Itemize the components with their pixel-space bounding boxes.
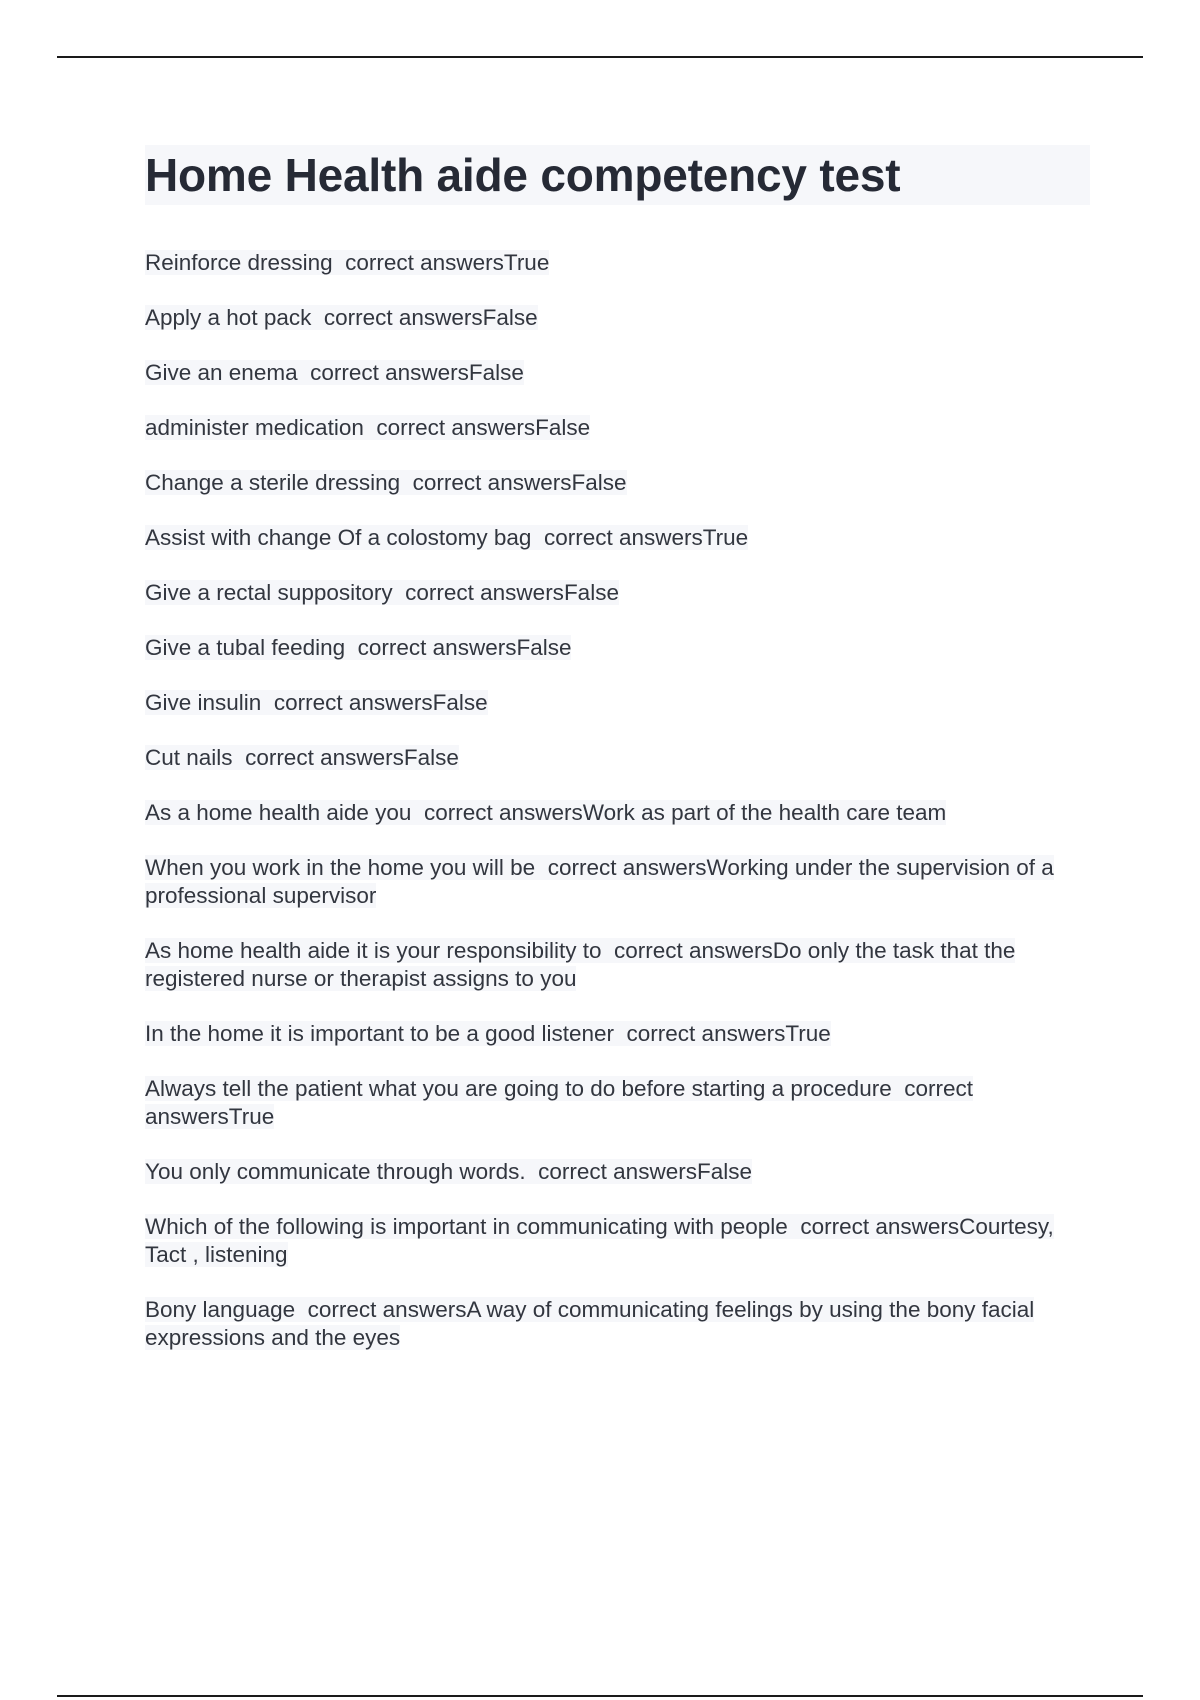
answer-marker: correct answers xyxy=(323,305,483,330)
answer-text: False xyxy=(571,470,627,495)
bottom-rule xyxy=(57,1695,1143,1697)
question-text: As home health aide it is your responsibility to xyxy=(145,938,602,963)
answer-text: False xyxy=(432,690,488,715)
question-text: Reinforce dressing xyxy=(145,250,333,275)
answer-marker: correct answers xyxy=(614,938,773,963)
question-separator xyxy=(345,635,358,660)
qa-line xyxy=(145,938,1015,991)
question-separator xyxy=(531,525,544,550)
answer-text: True xyxy=(503,250,550,275)
answer-text: Do only the task that the registered nurse or therapist assigns to you xyxy=(145,938,1016,991)
question-text: Give a rectal suppository xyxy=(145,580,393,605)
question-separator xyxy=(400,470,413,495)
question-separator xyxy=(526,1159,539,1184)
qa-item xyxy=(145,524,1090,552)
question-text: Always tell the patient what you are going to do before starting a procedure xyxy=(145,1076,892,1101)
question-text: Cut nails xyxy=(145,745,233,770)
qa-item xyxy=(145,937,1090,993)
answer-text: A way of communicating feelings by using the bony facial expressions and the eyes xyxy=(145,1297,1035,1350)
question-text: Which of the following is important in communicating with people xyxy=(145,1214,788,1239)
question-separator xyxy=(411,800,424,825)
answer-marker: correct answers xyxy=(273,690,433,715)
qa-item xyxy=(145,469,1090,497)
qa-line xyxy=(145,580,619,605)
top-rule xyxy=(57,56,1143,58)
answer-marker: correct answers xyxy=(543,525,703,550)
question-text: When you work in the home you will be xyxy=(145,855,536,880)
question-text: Give a tubal feeding xyxy=(145,635,346,660)
question-text: Bony language xyxy=(145,1297,296,1322)
qa-item xyxy=(145,689,1090,717)
answer-marker: correct answers xyxy=(547,855,707,880)
qa-item xyxy=(145,1296,1090,1352)
answer-marker: correct answers xyxy=(405,580,564,605)
qa-line xyxy=(145,800,946,825)
answer-marker: correct answers xyxy=(245,745,404,770)
answer-text: False xyxy=(468,360,524,385)
qa-line xyxy=(145,470,627,495)
question-separator xyxy=(614,1021,627,1046)
answer-marker: correct answers xyxy=(145,1076,973,1129)
question-text: Assist with change Of a colostomy bag xyxy=(145,525,532,550)
question-separator xyxy=(892,1076,905,1101)
qa-item xyxy=(145,854,1090,910)
qa-item xyxy=(145,414,1090,442)
answer-marker: correct answers xyxy=(345,250,504,275)
question-separator xyxy=(333,250,346,275)
qa-line xyxy=(145,745,459,770)
document-title: Home Health aide competency test xyxy=(145,145,1090,205)
qa-line xyxy=(145,1297,1034,1350)
answer-marker: correct answers xyxy=(538,1159,697,1184)
answer-text: False xyxy=(482,305,538,330)
answer-text: False xyxy=(535,415,591,440)
qa-item xyxy=(145,634,1090,662)
qa-line xyxy=(145,690,488,715)
question-text: Apply a hot pack xyxy=(145,305,312,330)
answer-text: True xyxy=(702,525,749,550)
answer-text: Courtesy, Tact , listening xyxy=(145,1214,1054,1267)
qa-item xyxy=(145,1158,1090,1186)
qa-item xyxy=(145,1020,1090,1048)
answer-marker: correct answers xyxy=(626,1021,786,1046)
question-separator xyxy=(298,360,311,385)
answer-text: False xyxy=(696,1159,752,1184)
qa-item xyxy=(145,744,1090,772)
qa-line xyxy=(145,1214,1054,1267)
qa-line xyxy=(145,360,524,385)
qa-line xyxy=(145,1076,973,1129)
answer-text: False xyxy=(403,745,459,770)
qa-line xyxy=(145,305,538,330)
question-separator xyxy=(393,580,406,605)
answer-marker: correct answers xyxy=(423,800,583,825)
qa-item xyxy=(145,304,1090,332)
qa-line xyxy=(145,250,549,275)
question-separator xyxy=(233,745,246,770)
answer-text: True xyxy=(785,1021,831,1046)
answer-text: True xyxy=(228,1104,275,1129)
question-text: Change a sterile dressing xyxy=(145,470,401,495)
answer-text: False xyxy=(563,580,619,605)
question-text: In the home it is important to be a good listener xyxy=(145,1021,615,1046)
question-separator xyxy=(601,938,614,963)
question-text: As a home health aide you xyxy=(145,800,412,825)
question-separator xyxy=(788,1214,801,1239)
question-text: Give insulin xyxy=(145,690,262,715)
document-page xyxy=(145,145,1090,1379)
question-separator xyxy=(261,690,274,715)
answer-text: False xyxy=(516,635,572,660)
qa-item xyxy=(145,359,1090,387)
qa-line xyxy=(145,855,1054,908)
qa-line xyxy=(145,415,590,440)
qa-item xyxy=(145,799,1090,827)
answer-marker: correct answers xyxy=(310,360,469,385)
answer-marker: correct answers xyxy=(307,1297,467,1322)
question-separator xyxy=(311,305,324,330)
qa-line xyxy=(145,525,748,550)
answer-text: Working under the supervision of a professional supervisor xyxy=(145,855,1054,908)
question-text: You only communicate through words. xyxy=(145,1159,526,1184)
qa-list xyxy=(145,249,1090,1352)
answer-marker: correct answers xyxy=(357,635,517,660)
question-separator xyxy=(295,1297,308,1322)
qa-line xyxy=(145,1021,831,1046)
question-separator xyxy=(535,855,548,880)
answer-marker: correct answers xyxy=(800,1214,960,1239)
qa-item xyxy=(145,579,1090,607)
answer-marker: correct answers xyxy=(412,470,572,495)
question-separator xyxy=(364,415,377,440)
answer-text: Work as part of the health care team xyxy=(582,800,947,825)
qa-item xyxy=(145,1213,1090,1269)
qa-item xyxy=(145,249,1090,277)
qa-line xyxy=(145,635,571,660)
question-text: Give an enema xyxy=(145,360,298,385)
answer-marker: correct answers xyxy=(376,415,536,440)
qa-item xyxy=(145,1075,1090,1131)
qa-line xyxy=(145,1159,752,1184)
question-text: administer medication xyxy=(145,415,364,440)
